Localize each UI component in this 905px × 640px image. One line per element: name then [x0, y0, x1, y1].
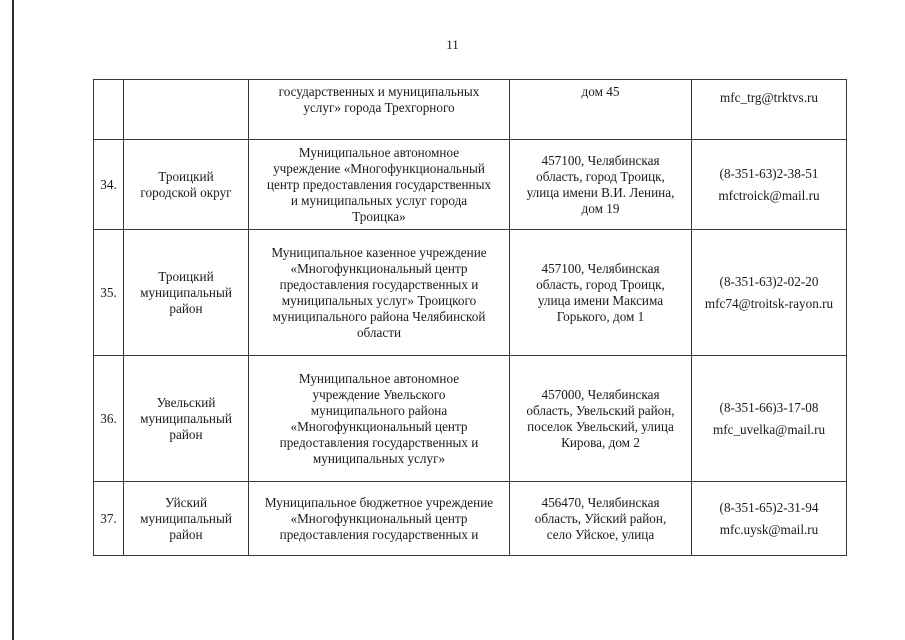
phone-number: (8-351-63)2-02-20: [719, 273, 819, 289]
email-address: mfc74@troitsk-rayon.ru: [704, 295, 834, 311]
organization-line: услуг» города Трехгорного: [303, 100, 455, 115]
address-line: дом 45: [581, 84, 620, 99]
contact-cell: [692, 230, 847, 356]
phone-number: (8-351-66)3-17-08: [719, 399, 819, 415]
organization-line: государственных и муниципальных: [278, 84, 480, 99]
organization-line: предоставления государственных и: [279, 434, 479, 450]
address-cell: [510, 140, 692, 230]
table-row: [94, 80, 847, 140]
table-row: [94, 230, 847, 356]
address-cell: [510, 80, 692, 140]
mfc-table: [93, 79, 847, 556]
organization-line: центр предоставления государственных: [266, 176, 492, 192]
address-line: область, город Троицк,: [536, 168, 665, 184]
email-address: mfc_trg@trktvs.ru: [720, 90, 818, 105]
table-row: [94, 482, 847, 556]
address-cell: [510, 482, 692, 556]
email-address: mfc_uvelka@mail.ru: [712, 421, 826, 437]
organization-cell: [249, 356, 510, 482]
email-address: mfctroick@mail.ru: [718, 187, 820, 203]
organization-line: «Многофункциональный центр: [290, 418, 468, 434]
organization-line: муниципального района Челябинской: [272, 308, 486, 324]
organization-line: предоставления государственных и: [279, 526, 479, 542]
address-line: 456470, Челябинская: [541, 494, 660, 510]
phone-number: (8-351-65)2-31-94: [719, 499, 819, 515]
organization-cell: [249, 140, 510, 230]
row-number: 36.: [94, 356, 124, 482]
address-line: область, город Троицк,: [536, 276, 665, 292]
row-number: 35.: [94, 230, 124, 356]
organization-cell: [249, 230, 510, 356]
district-line: Уйский: [164, 494, 208, 510]
contact-cell: [692, 140, 847, 230]
address-line: село Уйское, улица: [546, 526, 655, 542]
district-line: муниципальный: [140, 510, 232, 526]
organization-line: муниципальных услуг»: [312, 450, 446, 466]
address-line: улица имени Максима: [537, 292, 664, 308]
address-line: улица имени В.И. Ленина,: [526, 184, 675, 200]
organization-line: муниципальных услуг» Троицкого: [281, 292, 477, 308]
organization-line: предоставления государственных и: [279, 276, 479, 292]
organization-line: Муниципальное казенное учреждение: [271, 244, 487, 260]
email-address: mfc.uysk@mail.ru: [719, 521, 819, 537]
contact-cell: [692, 482, 847, 556]
contact-cell: [692, 80, 847, 140]
district-line: городской округ: [140, 184, 232, 200]
row-number: 37.: [94, 482, 124, 556]
phone-number: (8-351-63)2-38-51: [719, 165, 819, 181]
address-line: 457100, Челябинская: [541, 260, 660, 276]
district-line: Троицкий: [158, 168, 214, 184]
address-line: 457000, Челябинская: [541, 386, 660, 402]
district-line: Увельский: [156, 394, 216, 410]
organization-line: Троицка»: [352, 208, 406, 224]
organization-line: Муниципальное автономное: [298, 144, 460, 160]
district-line: район: [169, 426, 203, 442]
organization-line: «Многофункциональный центр: [290, 260, 468, 276]
district-cell: [124, 140, 249, 230]
organization-line: Муниципальное автономное: [298, 370, 460, 386]
contact-cell: [692, 356, 847, 482]
district-cell: [124, 356, 249, 482]
organization-cell: [249, 80, 510, 140]
table-body: [94, 80, 847, 556]
address-line: дом 19: [581, 200, 620, 216]
table-row: [94, 140, 847, 230]
district-cell: [124, 230, 249, 356]
district-line: район: [169, 300, 203, 316]
page-number: 11: [446, 37, 459, 52]
district-line: район: [169, 526, 203, 542]
row-number: 34.: [94, 140, 124, 230]
organization-cell: [249, 482, 510, 556]
district-line: муниципальный: [140, 410, 232, 426]
organization-line: «Многофункциональный центр: [290, 510, 468, 526]
organization-line: учреждение Увельского: [312, 386, 446, 402]
address-line: Горького, дом 1: [556, 308, 645, 324]
address-cell: [510, 356, 692, 482]
organization-line: учреждение «Многофункциональный: [273, 160, 485, 176]
table-row: [94, 356, 847, 482]
page-binding-line: [12, 0, 14, 640]
organization-line: и муниципальных услуг города: [290, 192, 468, 208]
row-number: [94, 80, 124, 140]
address-line: область, Увельский район,: [526, 402, 675, 418]
address-line: поселок Увельский, улица: [527, 418, 674, 434]
district-line: муниципальный: [140, 284, 232, 300]
district-cell: [124, 482, 249, 556]
address-line: Кирова, дом 2: [561, 434, 640, 450]
address-cell: [510, 230, 692, 356]
organization-line: муниципального района: [310, 402, 448, 418]
address-line: область, Уйский район,: [534, 510, 667, 526]
district-line: Троицкий: [158, 268, 214, 284]
address-line: 457100, Челябинская: [541, 152, 660, 168]
organization-line: области: [356, 324, 402, 340]
district-cell: [124, 80, 249, 140]
organization-line: Муниципальное бюджетное учреждение: [264, 494, 494, 510]
